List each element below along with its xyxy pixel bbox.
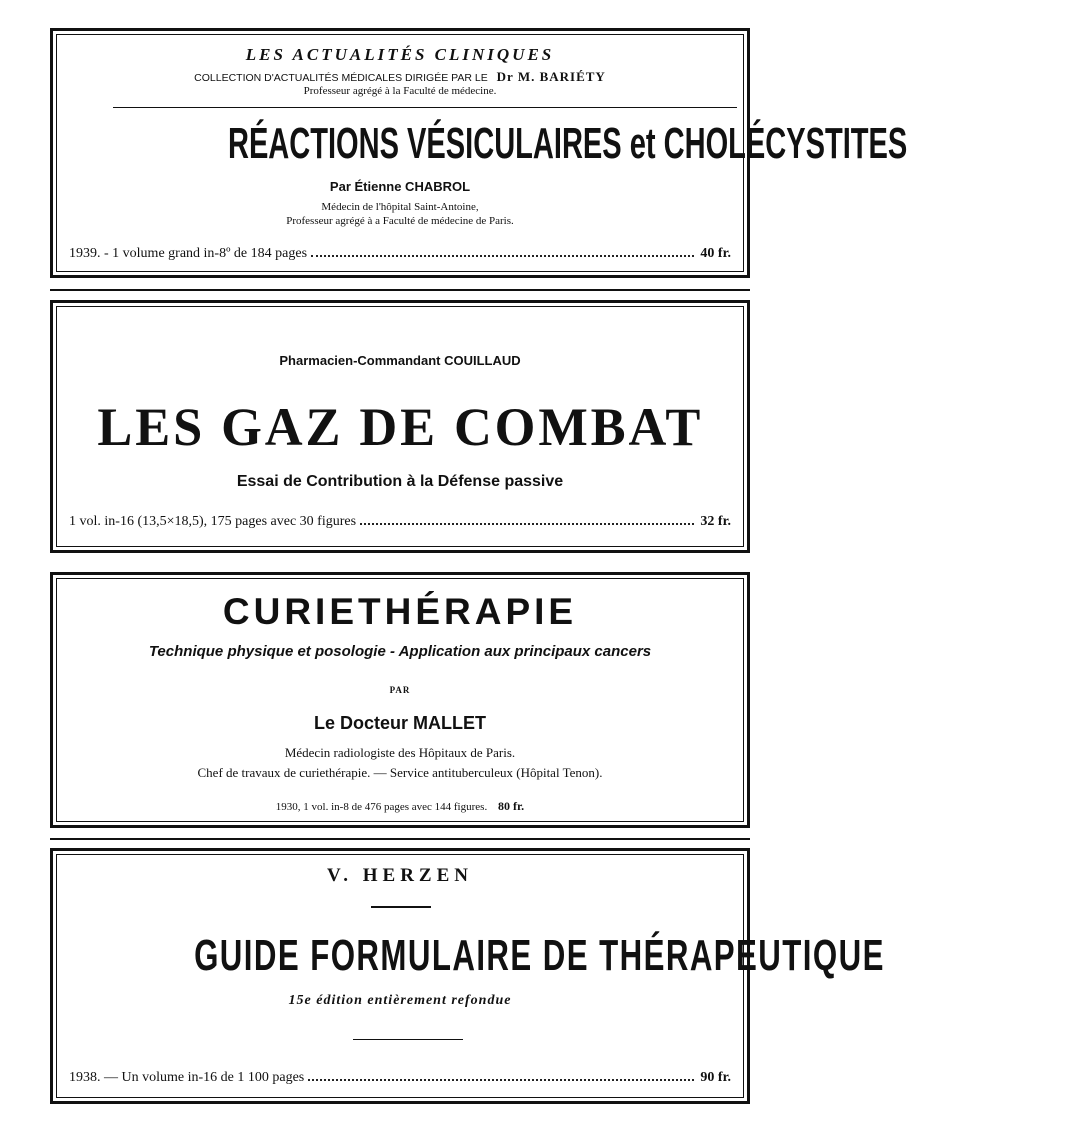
publication-line bbox=[69, 246, 731, 262]
author-position-2: Professeur agrégé à a Faculté de médecine de Paris. bbox=[286, 215, 514, 227]
leader-dots bbox=[360, 523, 694, 525]
leader-dots bbox=[311, 255, 694, 257]
par-label: PAR bbox=[389, 685, 411, 695]
author: Pharmacien-Commandant COUILLAUD bbox=[279, 353, 521, 368]
author-position-1: Médecin radiologiste des Hôpitaux de Paris. bbox=[284, 745, 516, 760]
author-position-2: Chef de travaux de curiethérapie. — Service antituberculeux (Hôpital Tenon). bbox=[197, 765, 603, 780]
book-title-wrap bbox=[53, 396, 747, 458]
author: V. HERZEN bbox=[326, 865, 473, 886]
collection-line bbox=[53, 69, 747, 85]
director-name: Dr M. BARIÉTY bbox=[496, 69, 606, 84]
author: Par Étienne CHABROL bbox=[329, 179, 471, 194]
divider bbox=[371, 906, 431, 908]
publication-details: 1939. - 1 volume grand in-8º de 184 pages bbox=[69, 246, 308, 261]
ad-reactions-vesiculaires bbox=[50, 28, 908, 278]
book-title: GUIDE FORMULAIRE DE THÉRAPEUTIQUE bbox=[194, 931, 885, 980]
ad-gaz-de-combat bbox=[50, 300, 750, 553]
collection-text: COLLECTION D'ACTUALITÉS MÉDICALES DIRIGÉE PAR LE bbox=[194, 72, 488, 84]
book-title: CURIETHÉRAPIE bbox=[222, 591, 578, 632]
leader-dots bbox=[308, 1079, 694, 1081]
edition: 15e édition entièrement refondue bbox=[288, 993, 512, 1008]
book-title-wrap bbox=[53, 931, 885, 981]
ad-curietherapie bbox=[50, 572, 750, 828]
subtitle: Technique physique et posologie - Application aux principaux cancers bbox=[148, 643, 652, 660]
separator bbox=[50, 289, 750, 291]
divider bbox=[353, 1039, 463, 1040]
price: 32 fr. bbox=[700, 514, 731, 529]
price: 90 fr. bbox=[700, 1070, 731, 1085]
separator bbox=[50, 838, 750, 840]
price: 80 fr. bbox=[497, 799, 525, 813]
book-title: RÉACTIONS VÉSICULAIRES et CHOLÉCYSTITES bbox=[227, 119, 908, 168]
series-title: LES ACTUALITÉS CLINIQUES bbox=[245, 45, 555, 64]
publication-details: 1938. — Un volume in-16 de 1 100 pages bbox=[69, 1070, 305, 1085]
price: 40 fr. bbox=[700, 246, 731, 261]
publication-line bbox=[69, 514, 731, 530]
ad-guide-formulaire bbox=[50, 848, 885, 1104]
publication-details: 1930, 1 vol. in-8 de 476 pages avec 144 figures. bbox=[275, 801, 488, 813]
divider bbox=[113, 107, 737, 108]
director-title: Professeur agrégé à la Faculté de médecine. bbox=[303, 85, 497, 97]
publication-line bbox=[53, 799, 747, 814]
author-position-1: Médecin de l'hôpital Saint-Antoine, bbox=[321, 201, 479, 213]
publication-details: 1 vol. in-16 (13,5×18,5), 175 pages avec 30 figures bbox=[69, 514, 357, 529]
subtitle: Essai de Contribution à la Défense passive bbox=[236, 473, 564, 490]
publication-line bbox=[69, 1070, 731, 1086]
book-title: LES GAZ DE COMBAT bbox=[97, 397, 703, 457]
author: Le Docteur MALLET bbox=[313, 713, 486, 733]
book-title-wrap bbox=[53, 119, 908, 169]
